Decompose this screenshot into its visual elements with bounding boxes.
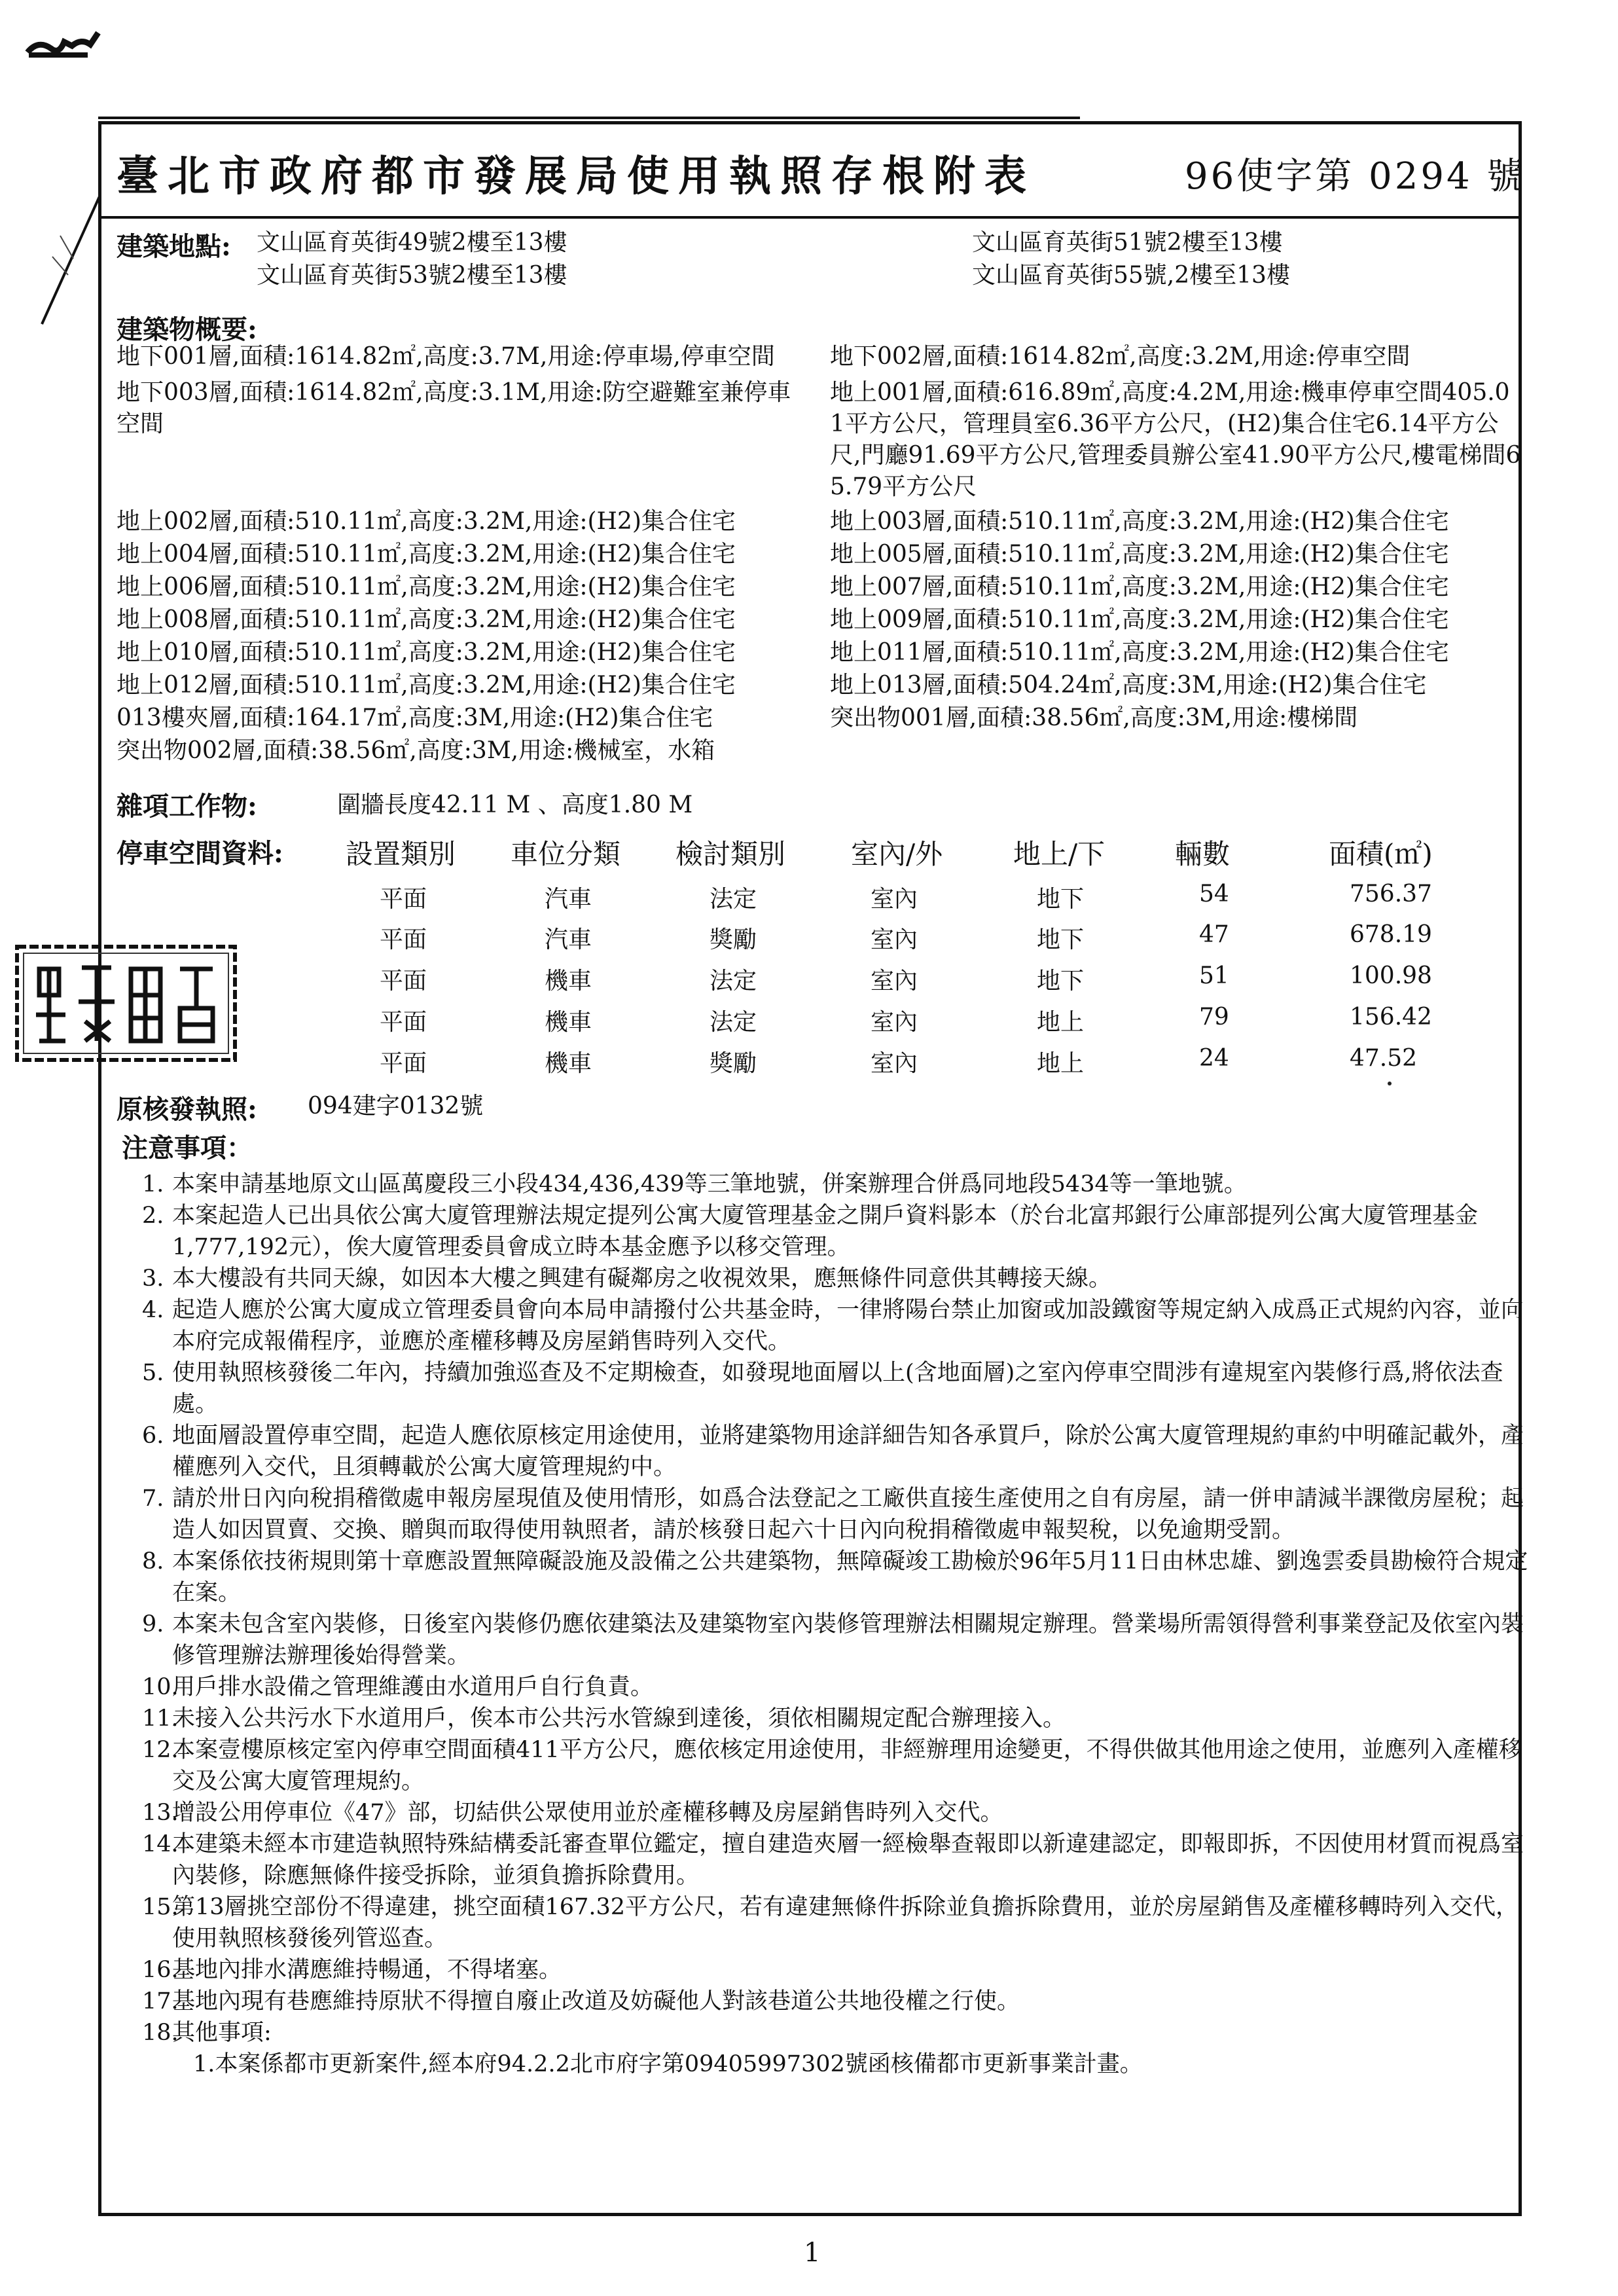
note-item	[142, 1703, 1528, 1734]
floor-row: 地上006層,面積:510.11㎡,高度:3.2M,用途:(H2)集合住宅	[117, 574, 736, 600]
parking-header-cell: 檢討類別	[675, 838, 786, 870]
note-item	[142, 1546, 1528, 1609]
parking-cell: 汽車	[545, 886, 592, 913]
floor-row: 地上010層,面積:510.11㎡,高度:3.2M,用途:(H2)集合住宅	[117, 639, 736, 666]
location-line-1: 文山區育英街49號2樓至13樓	[257, 229, 567, 256]
note-number: 11.	[142, 1705, 179, 1732]
floor-b1: 地下001層,面積:1614.82㎡,高度:3.7M,用途:停車場,停車空間	[117, 343, 775, 370]
floor-g1: 地上001層,面積:616.89㎡,高度:4.2M,用途:機車停車空間405.01平方公尺，管理員室6.36平方公尺，(H2)集合住宅6.14平方公尺,門廳91.69平方公尺,管理委員辦公室41.90平方公尺,樓電梯間65.79平方公尺	[830, 379, 1521, 500]
note-number: 15.	[142, 1894, 179, 1920]
floors-left-column	[117, 505, 736, 767]
parking-row	[0, 1004, 1618, 1036]
note-text: 本大樓設有共同天線，如因本大樓之興建有礙鄰房之收視效果，應無條件同意供其轉接天線。	[172, 1266, 1112, 1292]
note-number: 16.	[142, 1957, 179, 1983]
parking-row	[0, 881, 1618, 913]
note-number: 2.	[142, 1203, 164, 1229]
note-item	[142, 1483, 1528, 1546]
note-item	[142, 1294, 1528, 1357]
note-number: 17.	[142, 1988, 179, 2014]
parking-cell: 平面	[380, 1009, 427, 1036]
note-text: 本案未包含室內裝修，日後室內裝修仍應依建築法及建築物室內裝修管理辦法相關規定辦理。營業場所需領得營利事業登記及依室內裝修管理辦法辦理後始得營業。	[172, 1611, 1524, 1669]
location-line-2: 文山區育英街51號2樓至13樓	[972, 229, 1283, 256]
parking-cell: 獎勵	[710, 1050, 757, 1077]
floor-b2: 地下002層,面積:1614.82㎡,高度:3.2M,用途:停車空間	[830, 343, 1411, 370]
parking-cell: 54	[1199, 881, 1229, 907]
parking-row	[0, 921, 1618, 954]
note-item	[142, 1891, 1528, 1954]
note-text: 基地內排水溝應維持暢通，不得堵塞。	[172, 1957, 562, 1983]
note-text: 未接入公共污水下水道用戶，俟本市公共污水管線到達後，須依相關規定配合辦理接入。	[172, 1705, 1066, 1732]
location-label: 建築地點:	[117, 231, 231, 262]
parking-cell: 地下	[1037, 968, 1085, 994]
parking-row	[0, 962, 1618, 995]
stray-dot	[1388, 1082, 1392, 1085]
floor-row: 地上011層,面積:510.11㎡,高度:3.2M,用途:(H2)集合住宅	[830, 639, 1449, 666]
note-text: 本案起造人已出具依公寓大廈管理辦法規定提列公寓大廈管理基金之開戶資料影本（於台北富邦銀行公庫部提列公寓大廈管理基金1,777,192元），俟大廈管理委員會成立時本基金應予以移交管理。	[172, 1203, 1479, 1260]
parking-header-cell: 室內/外	[851, 838, 943, 870]
note-number: 13.	[142, 1800, 179, 1826]
parking-cell: 24	[1199, 1045, 1229, 1072]
parking-cell: 室內	[871, 1050, 918, 1077]
parking-cell: 室內	[871, 968, 918, 994]
floor-row: 地上013層,面積:504.24㎡,高度:3M,用途:(H2)集合住宅	[830, 672, 1427, 699]
parking-cell: 室內	[871, 1009, 918, 1036]
parking-cell: 汽車	[545, 926, 592, 953]
note-number: 9.	[142, 1611, 164, 1637]
parking-cell: 機車	[545, 968, 592, 994]
note-item	[142, 2017, 1528, 2049]
parking-header-cell: 面積(㎡)	[1329, 838, 1433, 870]
floors-right-column	[830, 505, 1449, 735]
parking-cell: 室內	[871, 886, 918, 913]
top-rule	[98, 117, 1080, 119]
note-item	[142, 1200, 1528, 1263]
note-text: 本案申請基地原文山區萬慶段三小段434,436,439等三筆地號，併案辦理合併爲同地段5434等一筆地號。	[172, 1171, 1247, 1197]
note-text: 使用執照核發後二年內，持續加強巡查及不定期檢查，如發現地面層以上(含地面層)之室內停車空間涉有違規室內裝修行爲,將依法查處。	[172, 1360, 1503, 1417]
parking-cell: 地下	[1037, 926, 1085, 953]
floor-row: 突出物002層,面積:38.56㎡,高度:3M,用途:機械室，水箱	[117, 737, 715, 764]
title-divider	[98, 216, 1522, 219]
parking-cell: 法定	[710, 968, 757, 994]
floor-b3: 地下003層,面積:1614.82㎡,高度:3.1M,用途:防空避難室兼停車空間	[117, 379, 791, 437]
parking-cell: 獎勵	[710, 926, 757, 953]
note-item	[142, 1734, 1528, 1797]
note-item	[142, 1829, 1528, 1891]
floor-row: 地上005層,面積:510.11㎡,高度:3.2M,用途:(H2)集合住宅	[830, 541, 1449, 568]
parking-cell: 47	[1199, 921, 1229, 948]
parking-cell: 51	[1199, 962, 1229, 989]
pen-stroke-mark	[34, 196, 106, 327]
parking-cell: 地下	[1037, 886, 1085, 913]
parking-cell: 法定	[710, 1009, 757, 1036]
notes-label: 注意事項：	[122, 1133, 253, 1163]
floor-row: 013樓夾層,面積:164.17㎡,高度:3M,用途:(H2)集合住宅	[117, 704, 713, 731]
note-number: 14.	[142, 1831, 179, 1857]
note-text: 起造人應於公寓大廈成立管理委員會向本局申請撥付公共基金時，一律將陽台禁止加窗或加設鐵窗等規定納入成爲正式規約內容，並向本府完成報備程序，並應於產權移轉及房屋銷售時列入交代。	[172, 1297, 1524, 1355]
original-permit-value: 094建字0132號	[308, 1093, 484, 1120]
page-number: 1	[804, 2238, 821, 2268]
note-text: 本建築未經本市建造執照特殊結構委託審查單位鑑定，擅自建造夾層一經檢舉查報即以新違建認定，即報即拆，不因使用材質而視爲室內裝修，除應無條件接受拆除，並須負擔拆除費用。	[172, 1831, 1524, 1889]
note-item	[142, 1357, 1528, 1420]
location-line-3: 文山區育英街53號2樓至13樓	[257, 262, 567, 289]
floor-row: 地上012層,面積:510.11㎡,高度:3.2M,用途:(H2)集合住宅	[117, 672, 736, 699]
parking-cell: 機車	[545, 1009, 592, 1036]
note-number: 4.	[142, 1297, 164, 1323]
parking-cell: 室內	[871, 926, 918, 953]
parking-cell: 79	[1199, 1004, 1229, 1030]
note-text: 增設公用停車位《47》部，切結供公眾使用並於產權移轉及房屋銷售時列入交代。	[172, 1800, 1003, 1826]
note-item	[142, 1263, 1528, 1294]
note-item	[142, 1609, 1528, 1671]
parking-cell: 平面	[380, 968, 427, 994]
note-number: 10.	[142, 1674, 179, 1700]
note-text: 本案壹樓原核定室內停車空間面積411平方公尺，應依核定用途使用，非經辦理用途變更，不得供做其他用途之使用，並應列入產權移交及公寓大廈管理規約。	[172, 1737, 1522, 1795]
floor-row: 地上004層,面積:510.11㎡,高度:3.2M,用途:(H2)集合住宅	[117, 541, 736, 568]
parking-cell: 156.42	[1350, 1004, 1432, 1030]
page-title: 臺北市政府都市發展局使用執照存根附表	[117, 152, 1035, 201]
note-text: 地面層設置停車空間，起造人應依原核定用途使用，並將建築物用途詳細告知各承買戶，除於公寓大廈管理規約車約中明確記載外，產權應列入交代，且須轉載於公寓大廈管理規約中。	[172, 1423, 1524, 1480]
location-line-4: 文山區育英街55號,2樓至13樓	[972, 262, 1290, 289]
note-text: 用戶排水設備之管理維護由水道用戶自行負責。	[172, 1674, 654, 1700]
parking-cell: 平面	[380, 886, 427, 913]
parking-header-cell: 設置類別	[346, 838, 456, 870]
parking-cell: 法定	[710, 886, 757, 913]
parking-cell: 平面	[380, 1050, 427, 1077]
official-seal-stamp	[13, 943, 239, 1064]
note-number: 6.	[142, 1423, 164, 1449]
note-number: 3.	[142, 1266, 164, 1292]
note-text: 本案係依技術規則第十章應設置無障礙設施及設備之公共建築物，無障礙竣工勘檢於96年5月11日由林忠雄、劉逸雲委員勘檢符合規定在案。	[172, 1548, 1528, 1606]
parking-cell: 機車	[545, 1050, 592, 1077]
parking-cell: 平面	[380, 926, 427, 953]
note-item	[142, 1671, 1528, 1703]
note-sub-item: 1.本案係都市更新案件,經本府94.2.2北市府字第09405997302號函核備都市更新事業計畫。	[193, 2051, 1143, 2077]
note-number: 12.	[142, 1737, 179, 1763]
parking-row	[0, 1045, 1618, 1078]
parking-cell: 47.52	[1350, 1045, 1418, 1072]
parking-header-cell: 車位分類	[511, 838, 621, 870]
floor-row: 地上003層,面積:510.11㎡,高度:3.2M,用途:(H2)集合住宅	[830, 508, 1449, 535]
floor-row: 地上009層,面積:510.11㎡,高度:3.2M,用途:(H2)集合住宅	[830, 606, 1449, 633]
note-number: 5.	[142, 1360, 164, 1386]
parking-header-cell: 地上/下	[1013, 838, 1106, 870]
note-text: 請於卅日內向稅捐稽徵處申報房屋現值及使用情形，如爲合法登記之工廠供直接生產使用之自有房屋，請一併申請減半課徵房屋稅；起造人如因買賣、交換、贈與而取得使用執照者，請於核發日起六十日內向稅捐稽徵處申報契稅，以免逾期受罰。	[172, 1485, 1524, 1543]
misc-work-label: 雜項工作物:	[117, 791, 257, 822]
note-item	[142, 1986, 1528, 2017]
parking-header-cell: 輛數	[1175, 838, 1231, 870]
note-number: 1.	[142, 1171, 164, 1197]
permit-number: 96使字第 0294 號	[1185, 155, 1526, 198]
note-text: 基地內現有巷應維持原狀不得擅自廢止改道及妨礙他人對該巷道公共地役權之行使。	[172, 1988, 1020, 2014]
parking-cell: 100.98	[1350, 962, 1432, 989]
note-text: 第13層挑空部份不得違建，挑空面積167.32平方公尺，若有違建無條件拆除並負擔拆除費用，並於房屋銷售及產權移轉時列入交代，使用執照核發後列管巡查。	[172, 1894, 1519, 1952]
parking-cell: 地上	[1037, 1009, 1085, 1036]
floor-row: 地上008層,面積:510.11㎡,高度:3.2M,用途:(H2)集合住宅	[117, 606, 736, 633]
misc-work-value: 圍牆長度42.11 M 、高度1.80 M	[337, 792, 693, 818]
note-text: 其他事項:	[172, 2020, 272, 2046]
overview-label: 建築物概要:	[117, 314, 257, 345]
note-item	[142, 1954, 1528, 1986]
parking-cell: 756.37	[1350, 881, 1432, 907]
note-number: 7.	[142, 1485, 164, 1512]
scan-corner-mark	[25, 26, 103, 63]
parking-cell: 地上	[1037, 1050, 1085, 1077]
floor-row: 突出物001層,面積:38.56㎡,高度:3M,用途:樓梯間	[830, 704, 1358, 731]
note-number: 8.	[142, 1548, 164, 1575]
note-item	[142, 1420, 1528, 1483]
notes-list	[142, 1169, 1528, 2080]
floor-row: 地上007層,面積:510.11㎡,高度:3.2M,用途:(H2)集合住宅	[830, 574, 1449, 600]
floor-row: 地上002層,面積:510.11㎡,高度:3.2M,用途:(H2)集合住宅	[117, 508, 736, 535]
note-item	[142, 1169, 1528, 1200]
original-permit-label: 原核發執照:	[117, 1094, 257, 1125]
note-item	[142, 1797, 1528, 1829]
parking-cell: 678.19	[1350, 921, 1432, 948]
note-number: 18.	[142, 2020, 179, 2046]
parking-table-header	[0, 833, 1618, 872]
parking-label: 停車空間資料:	[117, 838, 283, 869]
